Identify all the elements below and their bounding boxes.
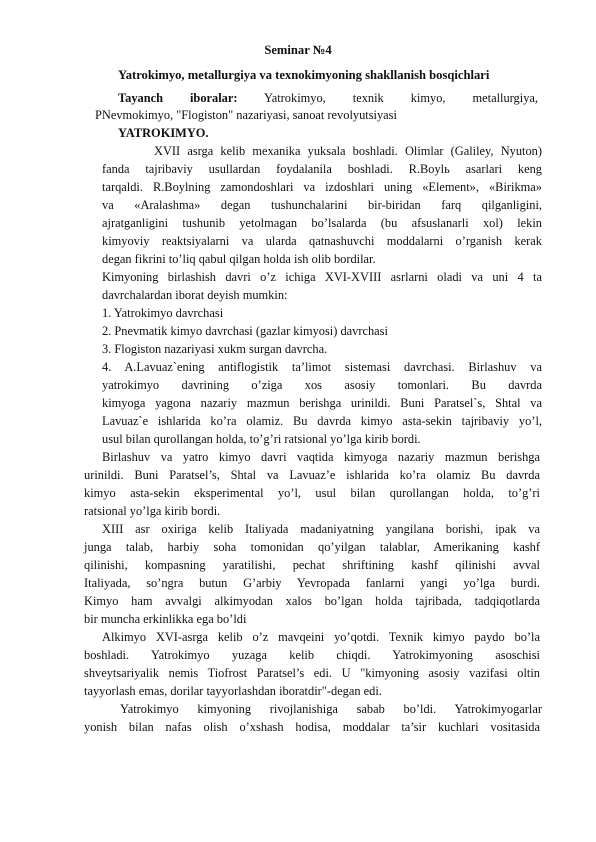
text-line: kimyoviy reaktsiyalarni va ularda qatnashuvchi moddalarni o’rganish kerak (102, 234, 542, 248)
text-line: Yatrokimyo kimyoning rivojlanishiga sabab bo’ldi. Yatrokimyogarlar (120, 702, 542, 716)
keywords-label: Tayanch iboralar: (118, 91, 238, 105)
text-line: XVII asrga kelib mexanika yuksala boshladi. Olimlar (Galiley, Nyuton) (154, 144, 542, 158)
text-line: boshladi. Yatrokimyo yuzaga kelib chiqdi. Yatrokimyoning asoschisi (84, 648, 540, 662)
text-line: tayyorlash emas, dorilar tayyorlashdan iboratdir"-degan edi. (84, 684, 382, 698)
text-line: qilinishi, kompasning yaratilishi, pechat shriftining kashf qilinishi avval (84, 558, 540, 572)
text-line: 2. Pnevmatik kimyo davrchasi (gazlar kimyosi) davrchasi (102, 324, 388, 338)
text-line: ajratganligini tushunib yetolmagan bo’lsalarda (bu afsuslanarli xol) lekin (102, 216, 542, 230)
text-line: 4. A.Lavuaz`ening antiflogistik ta’limot sistemasi davrchasi. Birlashuv va (102, 360, 542, 374)
seminar-title: Seminar №4 (264, 43, 332, 57)
text-line: yatrokimyo davrining o’ziga xos asosiy tomonlari. Bu davrda (102, 378, 542, 392)
text-line: 1. Yatrokimyo davrchasi (102, 306, 224, 320)
text-line: davrchalardan iborat deyish mumkin: (102, 288, 288, 302)
text-line: 3. Flogiston nazariyasi xukm surgan davrcha. (102, 342, 328, 356)
text-line: urinildi. Buni Paratsel’s, Shtal va Lavuaz’e ishlarida ko’ra olamiz Bu davrda (84, 468, 540, 482)
text-line: Birlashuv va yatro kimyo davri vaqtida kimyoga nazariy mazmun berishga (102, 450, 540, 464)
text-line: tarqaldi. R.Boylning zamondoshlari va izdoshlari uning «Element», «Birikma» (102, 180, 542, 194)
text-line: junga talab, harbiy soha tomonidan qo’yilgan talablar, Amerikaning kashf (84, 540, 540, 554)
keywords-text-1: Yatrokimyo, texnik kimyo, metallurgiya, (264, 91, 538, 105)
text-line: usul bilan qurollangan holda, to’g’ri ratsional yo’lga kirib bordi. (102, 432, 421, 446)
text-line: kimyoga yagona nazariy mazmun berishga urinildi. Buni Paratsel`s, Shtal va (102, 396, 542, 410)
text-line: Kimyoning birlashish davri o’z ichiga XVI-XVIII asrlarni oladi va uni 4 ta (102, 270, 542, 284)
section-heading: YATROKIMYO. (118, 126, 209, 140)
text-line: Lavuaz`e ishlarida ko’ra olamiz. Bu davrda kimyo asta-sekin tajribaviy yo’l, (102, 414, 542, 428)
text-line: XIII asr oxiriga kelib Italiyada madaniyatning yangilana borishi, ipak va (102, 522, 540, 536)
text-line: kimyo asta-sekin eksperimental yo’l, usul bilan qurollangan holda, to’g’ri (84, 486, 540, 500)
text-line: fanda tajribaviy usullardan foydalanila boshladi. R.Boylь asarlari keng (102, 162, 542, 176)
text-line: Italiyada, so’ngra butun G’arbiy Yevropada fanlarni yangi yo’lga burdi. (84, 576, 540, 590)
text-line: yonish bilan nafas olish o’xshash hodisa, moddalar ta’sir kuchlari vositasida (84, 720, 540, 734)
keywords-line (118, 90, 538, 106)
text-line: ratsional yo’lga kirib bordi. (84, 504, 221, 518)
text-line: Kimyo ham avvalgi alkimyodan xalos bo’lgan holda tajribada, tadqiqotlarda (84, 594, 540, 608)
topic-title: Yatrokimyo, metallurgiya va texnokimyoning shakllanish bosqichlari (118, 68, 490, 82)
text-line: va «Aralashma» degan tushunchalarini bir-biridan farq qilganligini, (102, 198, 542, 212)
text-line: degan fikrini to’liq qabul qilgan holda ish olib bordilar. (102, 252, 376, 266)
text-line: Alkimyo XVI-asrga kelib o’z mavqeini yo’qotdi. Texnik kimyo paydo bo’la (102, 630, 540, 644)
keywords-text-2: PNevmokimyo, "Flogiston" nazariyasi, sanoat revolyutsiyasi (95, 108, 397, 122)
text-line: bir muncha erkinlikka ega bo’ldi (84, 612, 247, 626)
text-line: shveytsariyalik nemis Tiofrost Paratsel’s edi. U "kimyoning asosiy vazifasi oltin (84, 666, 540, 680)
